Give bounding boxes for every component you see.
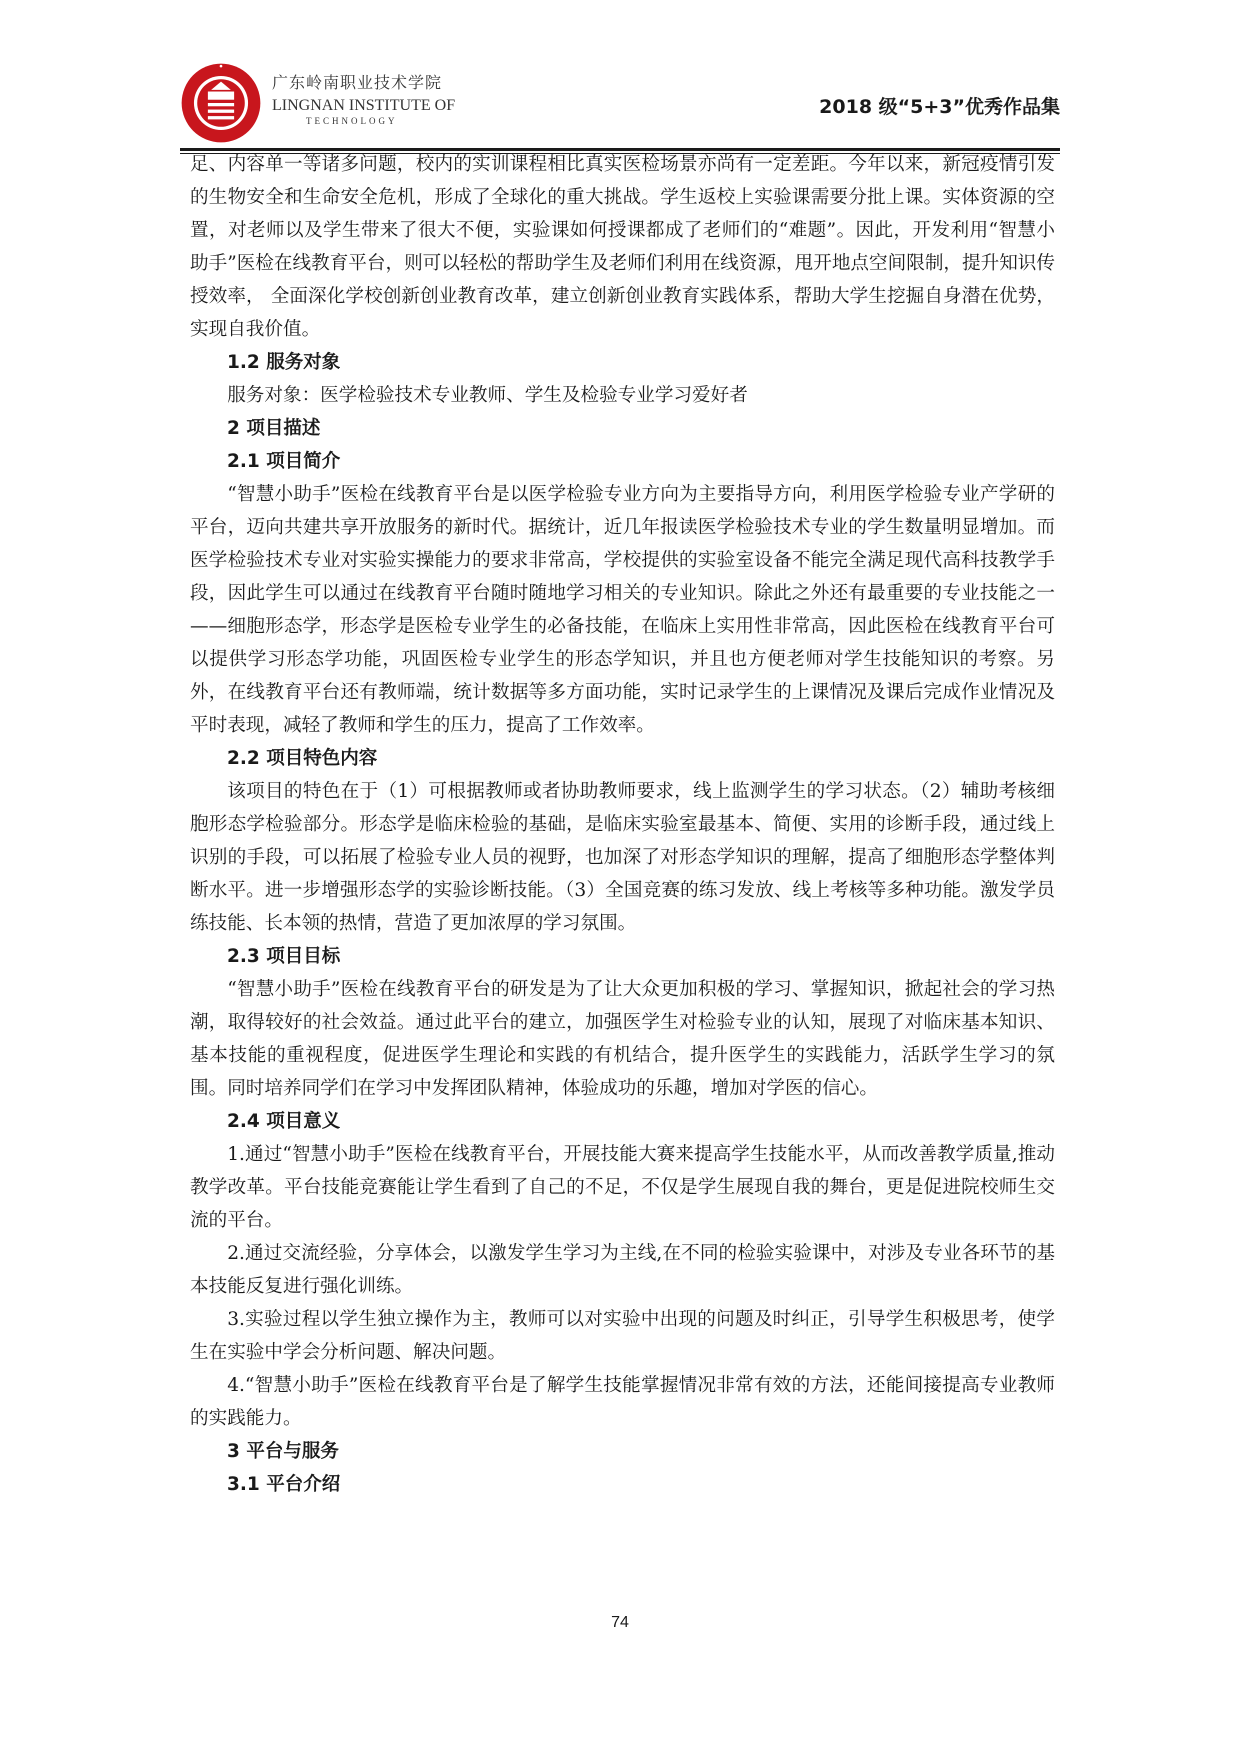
paragraph-intro: 足、内容单一等诸多问题，校内的实训课程相比真实医检场景亦尚有一定差距。今年以来，新冠疫情引发的生物安全和生命安全危机，形成了全球化的重大挑战。学生返校上实验课需要分批上课。实体资源的空置，对老师以及学生带来了很大不便，实验课如何授课都成了老师们的“难题”。因此，开发利用“智慧小助手”医检在线教育平台，则可以轻松的帮助学生及老师们利用在线资源，甩开地点空间限制，提升知识传授效率， 全面深化学校创新创业教育改革，建立创新创业教育实践体系，帮助大学生挖掘自身潜在优势，实现自我价值。 [190, 154, 1055, 340]
heading-3: 3 平台与服务 [227, 1441, 339, 1462]
school-name-en: LINGNAN INSTITUTE OF [272, 97, 456, 114]
paragraph-2-4-item-2: 2.通过交流经验，分享体会，以激发学生学习为主线,在不同的检验实验课中，对涉及专业各环节的基本技能反复进行强化训练。 [190, 1243, 1055, 1297]
heading-2: 2 项目描述 [227, 418, 321, 439]
heading-2-4: 2.4 项目意义 [227, 1111, 341, 1132]
paragraph-2-4-item-1: 1.通过“智慧小助手”医检在线教育平台，开展技能大赛来提高学生技能水平，从而改善教学质量,推动教学改革。平台技能竞赛能让学生看到了自己的不足，不仅是学生展现自我的舞台，更是促进院校师生交流的平台。 [190, 1144, 1055, 1231]
page-header [180, 62, 1060, 148]
heading-2-3: 2.3 项目目标 [227, 946, 341, 967]
heading-1-2: 1.2 服务对象 [227, 352, 341, 373]
school-logo [180, 62, 262, 144]
paragraph-1-2: 服务对象：医学检验技术专业教师、学生及检验专业学习爱好者 [227, 385, 748, 406]
school-name-en-line2: TECHNOLOGY [306, 116, 398, 126]
heading-2-2: 2.2 项目特色内容 [227, 748, 378, 769]
page-number: 74 [611, 1614, 629, 1631]
paragraph-2-4-item-4: 4.“智慧小助手”医检在线教育平台是了解学生技能掌握情况非常有效的方法，还能间接提高专业教师的实践能力。 [190, 1375, 1055, 1429]
paragraph-2-4-item-3: 3.实验过程以学生独立操作为主，教师可以对实验中出现的问题及时纠正，引导学生积极思考，使学生在实验中学会分析问题、解决问题。 [190, 1309, 1055, 1363]
paragraph-2-3: “智慧小助手”医检在线教育平台的研发是为了让大众更加积极的学习、掌握知识，掀起社会的学习热潮，取得较好的社会效益。通过此平台的建立，加强医学生对检验专业的认知，展现了对临床基本知识、基本技能的重视程度，促进医学生理论和实践的有机结合，提升医学生的实践能力，活跃学生学习的氛围。同时培养同学们在学习中发挥团队精神，体验成功的乐趣，增加对学医的信心。 [190, 979, 1055, 1099]
collection-title: 2018 级“5+3”优秀作品集 [819, 96, 1060, 118]
heading-3-1: 3.1 平台介绍 [227, 1474, 341, 1495]
school-name-cn: 广东岭南职业技术学院 [272, 73, 443, 92]
document-body [190, 148, 1055, 1501]
heading-2-1: 2.1 项目简介 [227, 451, 341, 472]
paragraph-2-1: “智慧小助手”医检在线教育平台是以医学检验专业方向为主要指导方向，利用医学检验专业产学研的平台，迈向共建共享开放服务的新时代。据统计，近几年报读医学检验技术专业的学生数量明显增加。而医学检验技术专业对实验实操能力的要求非常高，学校提供的实验室设备不能完全满足现代高科技教学手段，因此学生可以通过在线教育平台随时随地学习相关的专业知识。除此之外还有最重要的专业技能之一——细胞形态学，形态学是医检专业学生的必备技能，在临床上实用性非常高，因此医检在线教育平台可以提供学习形态学功能，巩固医检专业学生的形态学知识，并且也方便老师对学生技能知识的考察。另外，在线教育平台还有教师端，统计数据等多方面功能，实时记录学生的上课情况及课后完成作业情况及平时表现，减轻了教师和学生的压力，提高了工作效率。 [190, 484, 1055, 736]
paragraph-2-2: 该项目的特色在于（1）可根据教师或者协助教师要求，线上监测学生的学习状态。（2）辅助考核细胞形态学检验部分。形态学是临床检验的基础，是临床实验室最基本、简便、实用的诊断手段，通过线上识别的手段，可以拓展了检验专业人员的视野，也加深了对形态学知识的理解，提高了细胞形态学整体判断水平。进一步增强形态学的实验诊断技能。（3）全国竞赛的练习发放、线上考核等多种功能。激发学员练技能、长本领的热情，营造了更加浓厚的学习氛围。 [190, 781, 1055, 934]
school-name-block [272, 70, 455, 126]
